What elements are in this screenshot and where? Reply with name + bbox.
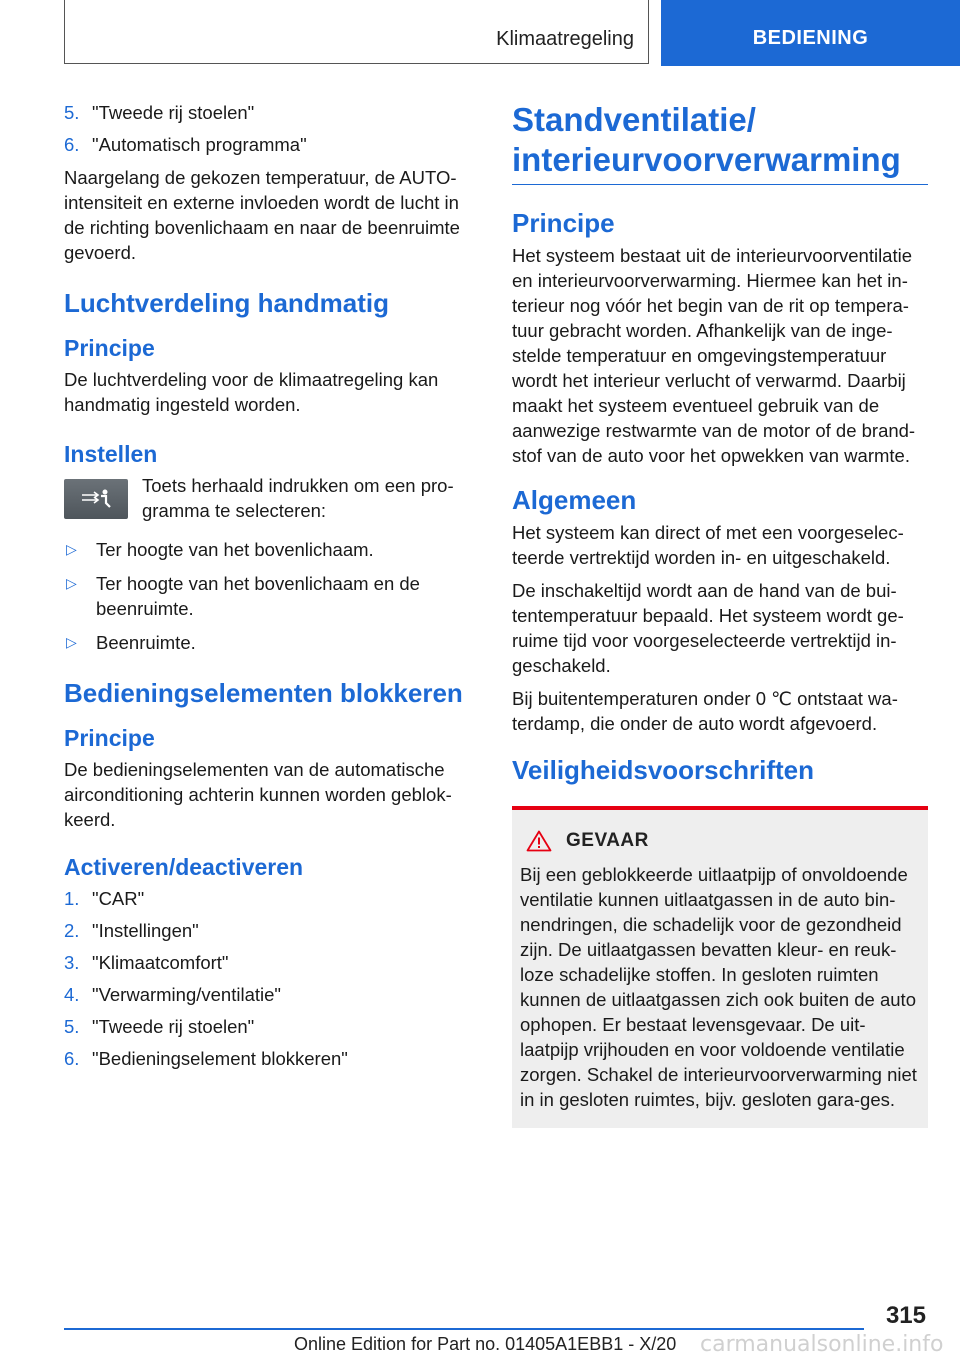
header-chapter-tab <box>661 0 960 66</box>
list-item <box>64 100 476 125</box>
paragraph-algemeen-2: De inschakeltijd wordt aan de hand van de bui-tentemperatuur bepaald. Het systeem wordt ge-ruime tijd voor voorgeselecteerde vertrektijd in-geschakeld. <box>512 580 904 676</box>
step-text: "Verwarming/ventilatie" <box>92 984 281 1005</box>
option-list <box>64 537 476 655</box>
danger-text: Bij een geblokkeerde uitlaatpijp of onvoldoende ventilatie kunnen uitlaatgassen in de auto bin-nendringen, die schadelijk voor de gezondheid zijn. De uitlaatgassen bevatten kleur- en reuk-loze schadelijke stoffen. In gesloten ruimten kunnen de uitlaatgassen zich ook buiten de auto ophopen. Er bestaat levensgevaar. De uit-laatpijp vrijhouden en voor voldoende ventilatie zorgen. Schakel de interieurvoorverwarming niet in in gesloten ruimtes, bijv. gesloten gara-ges. <box>520 864 917 1110</box>
step-text: "CAR" <box>92 888 145 909</box>
heading-principe: Principe <box>64 725 155 751</box>
page-number: 315 <box>885 1302 926 1329</box>
steps-list-top <box>64 100 476 157</box>
step-number: 5. <box>64 102 80 123</box>
warning-triangle-icon <box>526 830 552 852</box>
step-number: 1. <box>64 888 80 909</box>
danger-box <box>512 806 928 1128</box>
steps-list-bottom <box>64 886 476 1071</box>
heading-algemeen: Algemeen <box>512 485 637 515</box>
paragraph-principe: Het systeem bestaat uit de interieurvoorventilatie en interieurvoorverwarming. Hiermee kan het in-terieur nog vóór het begin van de rit op tempera-tuur gebracht worden. Afhankelijk van de inge-stelde temperatuur en omgevingstemperatuur wordt het interieur verlucht of verwarmd. Daarbij maakt het systeem eventueel gebruik van de aanwezige restwarmte van de motor of de brand-stof van de auto voor het opwekken van warmte. <box>512 245 916 466</box>
list-item <box>64 537 476 562</box>
step-number: 6. <box>64 134 80 155</box>
list-item <box>64 1046 476 1071</box>
paragraph-algemeen-3: Bij buitentemperaturen onder 0 ℃ ontstaat wa-terdamp, die onder de auto wordt afgevoerd. <box>512 688 898 734</box>
heading-veiligheid: Veiligheidsvoorschriften <box>512 755 814 785</box>
step-text: "Automatisch programma" <box>92 134 307 155</box>
air-distribution-icon <box>64 479 128 519</box>
list-item <box>64 630 476 655</box>
option-text: Ter hoogte van het bovenlichaam. <box>96 539 374 560</box>
step-text: "Klimaatcomfort" <box>92 952 229 973</box>
paragraph-auto: Naargelang de gekozen temperatuur, de AUTO-intensiteit en externe invloeden wordt de lucht in de richting bovenlichaam en naar de beenruimte gevoerd. <box>64 167 460 263</box>
heading-blokkeren: Bedieningselementen blokkeren <box>64 678 463 708</box>
list-item <box>64 571 476 621</box>
step-number: 4. <box>64 984 80 1005</box>
list-item <box>64 950 476 975</box>
section-title: Standventilatie/ interieurvoorverwarming <box>512 100 928 185</box>
danger-label: GEVAAR <box>566 830 649 851</box>
step-number: 3. <box>64 952 80 973</box>
step-text: "Instellingen" <box>92 920 199 941</box>
right-column <box>512 100 928 1128</box>
list-item <box>64 132 476 157</box>
chapter-label: BEDIENING <box>752 26 869 49</box>
list-item <box>64 982 476 1007</box>
step-text: "Bedieningselement blokkeren" <box>92 1048 348 1069</box>
heading-instellen: Instellen <box>64 441 158 467</box>
footer-edition: Online Edition for Part no. 01405A1EBB1 - X/20 <box>294 1334 677 1354</box>
triangle-bullet-icon: ▷ <box>66 541 77 557</box>
left-column <box>64 100 476 1079</box>
heading-activeren: Activeren/deactiveren <box>64 854 304 880</box>
step-text: "Tweede rij stoelen" <box>92 102 255 123</box>
watermark: carmanualsonline.info <box>700 1332 944 1357</box>
triangle-bullet-icon: ▷ <box>66 634 77 650</box>
option-text: Ter hoogte van het bovenlichaam en de beenruimte. <box>96 573 420 619</box>
heading-principe: Principe <box>64 335 155 361</box>
footer-divider <box>64 1328 864 1330</box>
button-instruction <box>64 473 476 523</box>
paragraph-principe: De luchtverdeling voor de klimaatregeling kan handmatig ingesteld worden. <box>64 369 439 415</box>
step-number: 2. <box>64 920 80 941</box>
option-text: Beenruimte. <box>96 632 196 653</box>
list-item <box>64 1014 476 1039</box>
header-section-title: Klimaatregeling <box>496 28 634 50</box>
danger-header <box>520 830 920 852</box>
step-number: 5. <box>64 1016 80 1037</box>
paragraph-algemeen-1: Het systeem kan direct of met een voorgeselec-teerde vertrektijd worden in- en uitgeschakeld. <box>512 522 904 568</box>
triangle-bullet-icon: ▷ <box>66 575 77 591</box>
heading-luchtverdeling: Luchtverdeling handmatig <box>64 288 390 318</box>
step-text: "Tweede rij stoelen" <box>92 1016 255 1037</box>
list-item <box>64 886 476 911</box>
step-number: 6. <box>64 1048 80 1069</box>
paragraph-principe-2: De bedieningselementen van de automatische airconditioning achterin kunnen worden geblok-keerd. <box>64 759 452 830</box>
heading-principe: Principe <box>512 208 615 238</box>
list-item <box>64 918 476 943</box>
button-instruction-text: Toets herhaald indrukken om een pro-gramma te selecteren: <box>142 475 454 521</box>
